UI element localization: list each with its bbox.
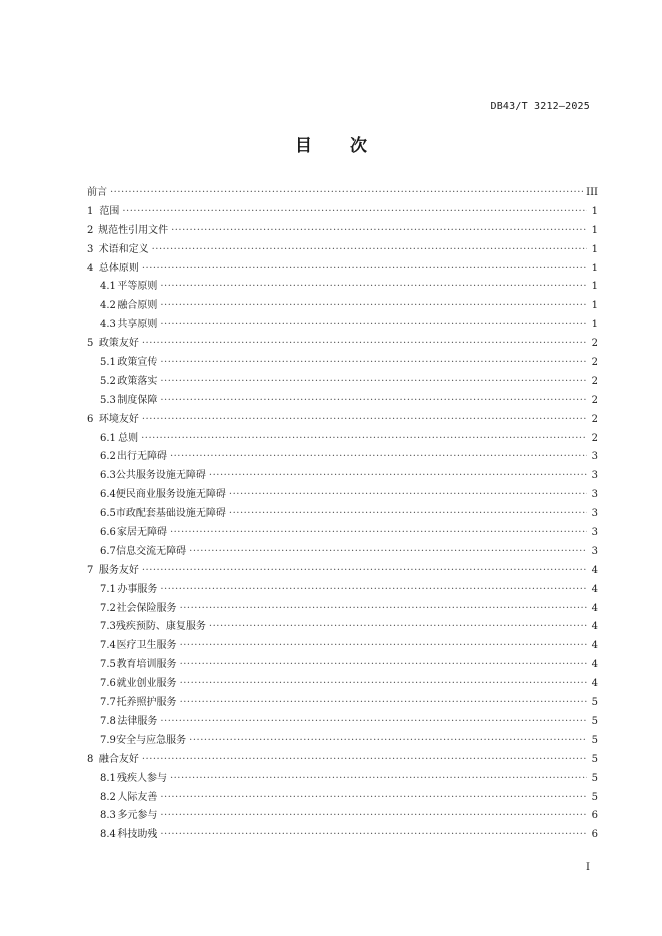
toc-entry-page: 5: [591, 753, 598, 765]
toc-dot-leader: [160, 278, 587, 297]
toc-entry-number: 7.9: [100, 734, 116, 746]
toc-entry[interactable]: [87, 278, 598, 297]
toc-entry-label: 信息交流无障碍: [116, 545, 187, 557]
toc-entry-number: 4.2: [100, 300, 116, 312]
toc-entry-number: 6.2: [100, 451, 116, 463]
toc-entry[interactable]: [87, 505, 598, 524]
toc-entry-number: 4: [87, 262, 94, 274]
toc-entry[interactable]: [87, 656, 598, 675]
toc-dot-leader: [160, 392, 587, 411]
toc-entry-label: 总则: [118, 432, 139, 444]
toc-entry[interactable]: [87, 826, 598, 845]
toc-entry[interactable]: [87, 524, 598, 543]
toc-entry-label: 平等原则: [117, 281, 158, 293]
toc-entry-label: 人际友善: [117, 791, 158, 803]
toc-entry-number: 7.4: [100, 640, 116, 652]
toc-entry-number: 7.8: [100, 715, 116, 727]
toc-dot-leader: [171, 222, 587, 241]
toc-entry-number: 7.2: [100, 602, 116, 614]
toc-entry-page: 4: [591, 583, 598, 595]
toc-entry-label: 残疾预防、康复服务: [115, 621, 206, 633]
toc-entry-page: 6: [591, 829, 598, 841]
toc-entry-label: 出行无障碍: [116, 451, 167, 463]
toc-entry-number: 7.3: [100, 621, 116, 633]
toc-entry-label: 规范性引用文件: [98, 224, 169, 236]
toc-entry-page: 1: [591, 319, 598, 331]
toc-entry-number: 8: [87, 753, 94, 765]
toc-entry-page: 3: [591, 527, 598, 539]
toc-entry[interactable]: [87, 241, 598, 260]
toc-entry-number: 6.1: [100, 432, 116, 444]
page-title: [0, 131, 662, 156]
toc-entry-page: 2: [591, 338, 598, 350]
toc-entry[interactable]: [87, 637, 598, 656]
toc-entry-page: 3: [591, 470, 598, 482]
toc-dot-leader: [170, 770, 587, 789]
toc-entry-page: 6: [591, 810, 598, 822]
toc-entry[interactable]: [87, 807, 598, 826]
toc-entry-label: 政策友好: [98, 338, 139, 350]
toc-entry-label: 公共服务设施无障碍: [115, 470, 206, 482]
toc-entry-label: 医疗卫生服务: [116, 640, 177, 652]
toc-entry-number: 8.2: [100, 791, 116, 803]
toc-entry[interactable]: [87, 222, 598, 241]
toc-entry[interactable]: [87, 789, 598, 808]
toc-dot-leader: [142, 411, 587, 430]
toc-entry-label: 政策落实: [117, 375, 158, 387]
toc-entry-page: 2: [591, 375, 598, 387]
toc-entry-number: 6: [87, 413, 94, 425]
toc-entry-page: 2: [591, 413, 598, 425]
toc-dot-leader: [170, 524, 587, 543]
toc-entry-number: 5: [87, 338, 94, 350]
toc-entry[interactable]: [87, 203, 598, 222]
toc-entry-page: 4: [591, 602, 598, 614]
toc-entry-label: 市政配套基础设施无障碍: [115, 508, 226, 520]
toc-entry-label: 安全与应急服务: [116, 734, 187, 746]
toc-entry-page: 3: [591, 489, 598, 501]
toc-entry[interactable]: [87, 694, 598, 713]
toc-dot-leader: [189, 732, 587, 751]
toc-entry[interactable]: [87, 184, 598, 203]
toc-entry-label: 办事服务: [117, 583, 158, 595]
toc-entry-page: 4: [591, 659, 598, 671]
toc-entry-label: 社会保险服务: [116, 602, 177, 614]
toc-dot-leader: [142, 562, 587, 581]
toc-entry-label: 总体原则: [98, 262, 139, 274]
toc-entry-page: 1: [591, 243, 598, 255]
toc-dot-leader: [180, 694, 587, 713]
toc-entry-number: 8.3: [100, 810, 116, 822]
toc-entry-label: 便民商业服务设施无障碍: [115, 489, 226, 501]
toc-entry-number: 4.3: [100, 319, 116, 331]
toc-entry-label: 科技助残: [117, 829, 158, 841]
toc-entry-number: 8.1: [100, 772, 116, 784]
toc-entry-label: 范围: [99, 205, 120, 217]
toc-entry[interactable]: [87, 486, 598, 505]
toc-dot-leader: [229, 505, 587, 524]
toc-dot-leader: [152, 241, 587, 260]
toc-entry-page: 1: [591, 300, 598, 312]
toc-entry[interactable]: [87, 316, 598, 335]
toc-entry-page: 1: [591, 281, 598, 293]
toc-entry-number: 7: [87, 564, 94, 576]
toc-entry[interactable]: [87, 297, 598, 316]
toc-entry-number: 7.6: [100, 678, 116, 690]
toc-entry-page: 5: [591, 791, 598, 803]
toc-entry-label: 服务友好: [98, 564, 139, 576]
toc-entry-page: 2: [591, 394, 598, 406]
toc-entry-label: 制度保障: [117, 394, 158, 406]
toc-entry-number: 6.3: [100, 470, 116, 482]
toc-entry-page: 4: [591, 678, 598, 690]
toc-dot-leader: [160, 826, 587, 845]
toc-dot-leader: [160, 581, 587, 600]
toc-entry-page: 3: [591, 508, 598, 520]
toc-entry[interactable]: [87, 335, 598, 354]
toc-entry[interactable]: [87, 732, 598, 751]
toc-entry-page: 3: [591, 545, 598, 557]
toc-entry-label: 残疾人参与: [116, 772, 167, 784]
toc-entry[interactable]: [87, 770, 598, 789]
toc-entry[interactable]: [87, 618, 598, 637]
toc-entry[interactable]: [87, 411, 598, 430]
toc-entry-page: 5: [591, 715, 598, 727]
toc-entry-number: 5.1: [100, 357, 116, 369]
toc-entry[interactable]: [87, 467, 598, 486]
toc-entry[interactable]: [87, 675, 598, 694]
toc-entry-label: 共享原则: [117, 319, 158, 331]
title-char-right: 次: [350, 136, 367, 156]
toc-dot-leader: [160, 373, 587, 392]
document-code: DB43/T 3212—2025: [490, 101, 590, 112]
toc-entry[interactable]: [87, 354, 598, 373]
toc-entry-label: 融合友好: [98, 753, 139, 765]
toc-dot-leader: [160, 316, 587, 335]
toc-entry-label: 法律服务: [117, 715, 158, 727]
toc-entry-number: 6.7: [100, 545, 116, 557]
toc-entry-number: 4.1: [100, 281, 116, 293]
toc-entry-label: 前言: [87, 187, 107, 198]
toc-entry-number: 7.1: [100, 583, 116, 595]
toc-dot-leader: [142, 335, 587, 354]
toc-dot-leader: [180, 675, 587, 694]
toc-dot-leader: [160, 297, 587, 316]
footer-page-number: I: [586, 862, 590, 873]
toc-entry-number: 6.5: [100, 508, 116, 520]
toc-entry[interactable]: [87, 448, 598, 467]
toc-dot-leader: [160, 354, 587, 373]
toc-entry-page: 5: [591, 734, 598, 746]
toc-entry-label: 融合原则: [117, 300, 158, 312]
title-char-left: 目: [295, 136, 312, 156]
toc-dot-leader: [160, 713, 587, 732]
toc-entry-number: 7.5: [100, 659, 116, 671]
toc-dot-leader: [170, 448, 587, 467]
toc-entry[interactable]: [87, 713, 598, 732]
toc-entry[interactable]: [87, 430, 598, 449]
toc-entry-number: 8.4: [100, 829, 116, 841]
toc-entry-label: 就业创业服务: [116, 678, 177, 690]
toc-entry-page: 1: [591, 224, 598, 236]
toc-entry-number: 5.3: [100, 394, 116, 406]
toc-entry-label: 托养照护服务: [116, 697, 177, 709]
toc-entry-page: 1: [591, 205, 598, 217]
toc-dot-leader: [160, 789, 587, 808]
toc-dot-leader: [142, 751, 587, 770]
toc-entry[interactable]: [87, 373, 598, 392]
toc-entry[interactable]: [87, 562, 598, 581]
toc-dot-leader: [141, 430, 587, 449]
toc-dot-leader: [229, 486, 587, 505]
toc-entry-page: 5: [591, 697, 598, 709]
toc-dot-leader: [209, 618, 587, 637]
toc-entry-page: III: [586, 187, 598, 198]
toc-dot-leader: [142, 260, 587, 279]
table-of-contents: [87, 184, 598, 845]
toc-entry-label: 家居无障碍: [116, 527, 167, 539]
toc-entry-page: 3: [591, 451, 598, 463]
toc-entry-page: 2: [591, 357, 598, 369]
toc-entry-number: 2: [87, 224, 94, 236]
toc-entry-label: 环境友好: [98, 413, 139, 425]
toc-entry-label: 术语和定义: [98, 243, 149, 255]
toc-entry-number: 5.2: [100, 375, 116, 387]
toc-entry[interactable]: [87, 543, 598, 562]
toc-dot-leader: [180, 656, 587, 675]
toc-entry-page: 4: [591, 640, 598, 652]
toc-entry-page: 4: [591, 564, 598, 576]
toc-entry-number: 6.6: [100, 527, 116, 539]
toc-dot-leader: [122, 203, 587, 222]
toc-entry[interactable]: [87, 600, 598, 619]
toc-dot-leader: [110, 184, 583, 203]
toc-dot-leader: [160, 807, 587, 826]
toc-entry[interactable]: [87, 392, 598, 411]
toc-entry[interactable]: [87, 751, 598, 770]
toc-entry-page: 5: [591, 772, 598, 784]
toc-entry-page: 4: [591, 621, 598, 633]
toc-entry-page: 2: [591, 432, 598, 444]
toc-dot-leader: [189, 543, 587, 562]
toc-entry-page: 1: [591, 262, 598, 274]
toc-entry-label: 多元参与: [117, 810, 158, 822]
toc-entry[interactable]: [87, 260, 598, 279]
toc-entry-label: 政策宣传: [117, 357, 158, 369]
toc-entry-number: 6.4: [100, 489, 116, 501]
toc-dot-leader: [180, 637, 587, 656]
toc-entry[interactable]: [87, 581, 598, 600]
toc-entry-number: 3: [87, 243, 94, 255]
toc-entry-label: 教育培训服务: [116, 659, 177, 671]
toc-dot-leader: [209, 467, 587, 486]
toc-entry-number: 1: [87, 205, 94, 217]
toc-dot-leader: [180, 600, 587, 619]
toc-entry-number: 7.7: [100, 697, 116, 709]
